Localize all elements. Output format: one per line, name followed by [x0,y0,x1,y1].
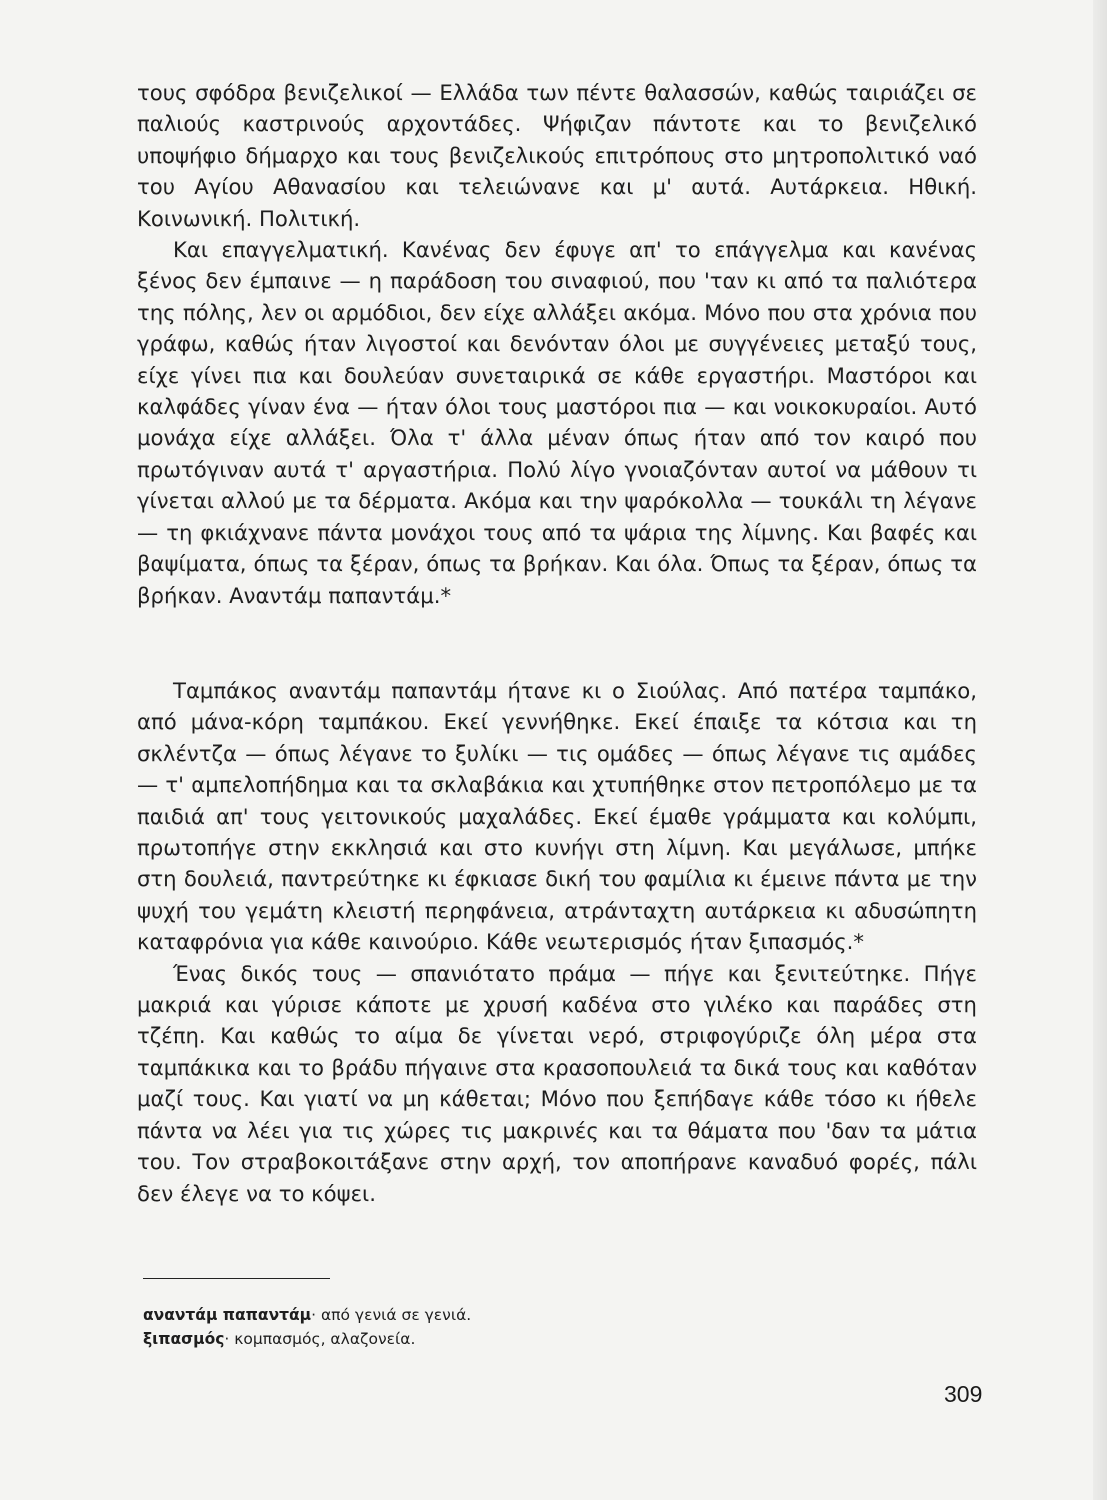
footnote-term: αναντάμ παπαντάμ [143,1306,312,1324]
footnote-definition: από γενιά σε γενιά. [320,1306,472,1324]
footnote-term: ξιπασμός [143,1330,225,1348]
footnote-2 [143,1327,471,1351]
footnote-1 [143,1303,471,1327]
page-number: 309 [944,1381,983,1407]
footnote-definition: κομπασμός, αλαζονεία. [234,1330,416,1348]
paragraph-3: Ταμπάκος αναντάμ παπαντάμ ήτανε κι ο Σιούλας. Από πατέρα ταμπάκο, από μάνα-κόρη ταμπάκου. Εκεί γεννήθηκε. Εκεί έπαιξε τα κότσια και τη σκλέντζα — όπως λέγανε το ξυλίκι — τις ομάδες — όπως λέγανε τις αμάδες — τ' αμπελοπήδημα και τα σκλαβάκια και χτυπήθηκε στον πετροπόλεμο με τα παιδιά απ' τους γειτονικούς μαχαλάδες. Εκεί έμαθε γράμματα και κολύμπι, πρωτοπήγε στην εκκλησιά και στο κυνήγι στη λίμνη. Και μεγάλωσε, μπήκε στη δουλειά, παντρεύτηκε κι έφκιασε δική του φαμίλια κι έμεινε πάντα με την ψυχή του γεμάτη κλειστή περηφάνεια, ατράνταχτη αυτάρκεια κι αδυσώπητη καταφρόνια για κάθε καινούριο. Κάθε νεωτερισμός ήταν ξιπασμός.* [137,678,977,955]
footnotes [143,1303,471,1351]
page-edge-shadow [1093,0,1107,1500]
paragraph-2: Και επαγγελματική. Κανένας δεν έφυγε απ' το επάγγελμα και κανένας ξένος δεν έμπαινε — η παράδοση του σιναφιού, που 'ταν κι από τα παλιότερα της πόλης, λεν οι αρμόδιοι, δεν είχε αλλάξει ακόμα. Μόνο που στα χρόνια που γράφω, καθώς ήταν λιγοστοί και δενόνταν όλοι με συγγένειες μεταξύ τους, είχε γίνει πια και δουλεύαν συνεταιρικά σε κάθε εργαστήρι. Μαστόροι και καλφάδες γίναν ένα — ήταν όλοι τους μαστόροι πια — και νοικοκυραίοι. Αυτό μονάχα είχε αλλάξει. Όλα τ' άλλα μέναν όπως ήταν από τον καιρό που πρωτόγιναν αυτά τ' αργαστήρια. Πολύ λίγο γνοιαζόνταν αυτοί να μάθουν τι γίνεται αλλού με τα δέρματα. Ακόμα και την ψαρόκολλα — τουκάλι τη λέγανε — τη φκιάχνανε πάντα μονάχοι τους από τα ψάρια της λίμνης. Και βαφές και βαψίματα, όπως τα ξέραν, όπως τα βρήκαν. Και όλα. Όπως τα ξέραν, όπως τα βρήκαν. Αναντάμ παπαντάμ.* [137,237,977,608]
paragraph-4: Ένας δικός τους — σπανιότατο πράμα — πήγε και ξενιτεύτηκε. Πήγε μακριά και γύρισε κάποτε με χρυσή καδένα στο γιλέκο και παράδες στη τζέπη. Και καθώς το αίμα δε γίνεται νερό, στριφογύριζε όλη μέρα στα ταμπάκικα και το βράδυ πήγαινε στα κρασοπουλειά τα δικά τους και καθόταν μαζί τους. Και γιατί να μη κάθεται; Μόνο που ξεπήδαγε κάθε τόσο κι ήθελε πάντα να λέει για τις χώρες τις μακρινές και τα θάματα που 'δαν τα μάτια του. Τον στραβοκοιτάξανε στην αρχή, τον αποπήρανε καναδυό φορές, πάλι δεν έλεγε να το κόψει. [137,960,977,1206]
paragraph-1: τους σφόδρα βενιζελικοί — Ελλάδα των πέντε θαλασσών, καθώς ταιριάζει σε παλιούς καστρινούς αρχοντάδες. Ψήφιζαν πάντοτε και το βενιζελικό υποψήφιο δήμαρχο και τους βενιζελικούς επιτρόπους στο μητροπολιτικό ναό του Αγίου Αθανασίου και τελειώνανε και μ' αυτά. Αυτάρκεια. Ηθική. Κοινωνική. Πολιτική. [137,80,977,231]
footnote-separator [143,1278,330,1279]
text-section-2 [137,675,977,1209]
footnote-separator-mark: · [311,1306,321,1324]
footnote-separator-mark: · [224,1330,235,1348]
text-section-1 [137,77,977,611]
